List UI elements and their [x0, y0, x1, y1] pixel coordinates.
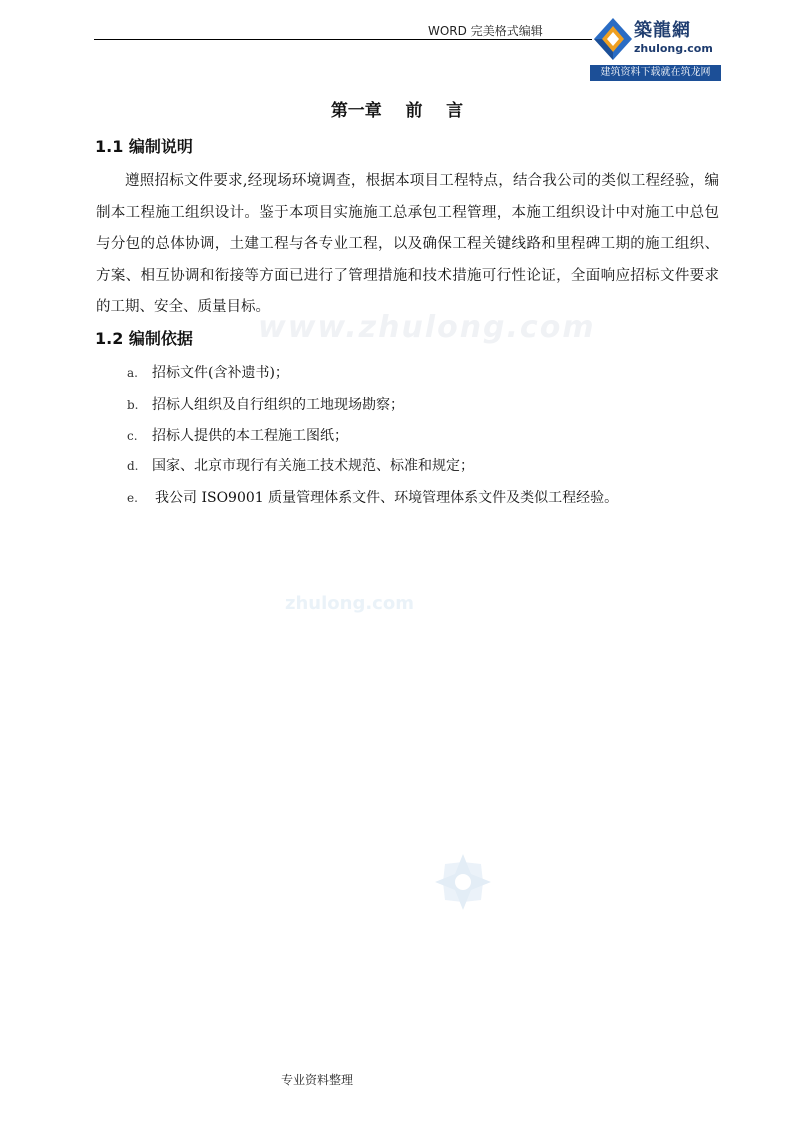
list-marker: a.: [127, 366, 138, 380]
page-footer: 专业资料整理: [281, 1073, 354, 1087]
logo-chinese-name: 築龍網: [634, 20, 691, 41]
logo-banner: 建筑资料下载就在筑龙网: [590, 65, 721, 81]
section-1-paragraph: 遵照招标文件要求,经现场环境调查，根据本项目工程特点，结合我公司的类似工程经验，编制本工程施工组织设计。鉴于本项目实施施工总承包工程管理，本施工组织设计中对施工中总包与分包的总体协调，土建工程与各专业工程，以及确保工程关键线路和里程碑工期的施工组织、方案、相互协调和衔接等方面已进行了管理措施和技术措施可行性论证，全面响应招标文件要求的工期、安全、质量目标。: [96, 173, 719, 315]
list-item: [127, 362, 289, 382]
list-item-text: 招标文件(含补遗书)；: [152, 365, 289, 381]
logo-english-name: zhulong.com: [634, 42, 713, 55]
section-heading-1-2: 1.2 编制依据: [95, 329, 193, 348]
list-item: [127, 455, 474, 475]
list-item: [127, 425, 348, 445]
chapter-title: 第一章 前 言: [330, 101, 464, 121]
header-rule: [94, 39, 592, 40]
list-item: [127, 487, 618, 507]
list-marker: b.: [127, 398, 139, 412]
list-marker: d.: [127, 459, 139, 473]
list-item-text: 国家、北京市现行有关施工技术规范、标准和规定；: [152, 458, 474, 474]
watermark-snowflake-icon: [433, 852, 493, 912]
list-marker: c.: [127, 429, 138, 443]
watermark-url: www.zhulong.com: [258, 310, 596, 345]
section-heading-1-1: 1.1 编制说明: [95, 137, 193, 156]
list-item-text: 招标人提供的本工程施工图纸；: [152, 428, 348, 444]
list-marker: e.: [127, 491, 138, 505]
list-item-text: 招标人组织及自行组织的工地现场勘察；: [152, 397, 404, 413]
zhulong-logo-icon: [592, 16, 634, 62]
header-title: WORD 完美格式编辑: [428, 24, 543, 38]
watermark-domain: zhulong.com: [285, 593, 414, 614]
list-item: [127, 394, 404, 414]
list-item-text: 我公司 ISO9001 质量管理体系文件、环境管理体系文件及类似工程经验。: [155, 490, 619, 506]
